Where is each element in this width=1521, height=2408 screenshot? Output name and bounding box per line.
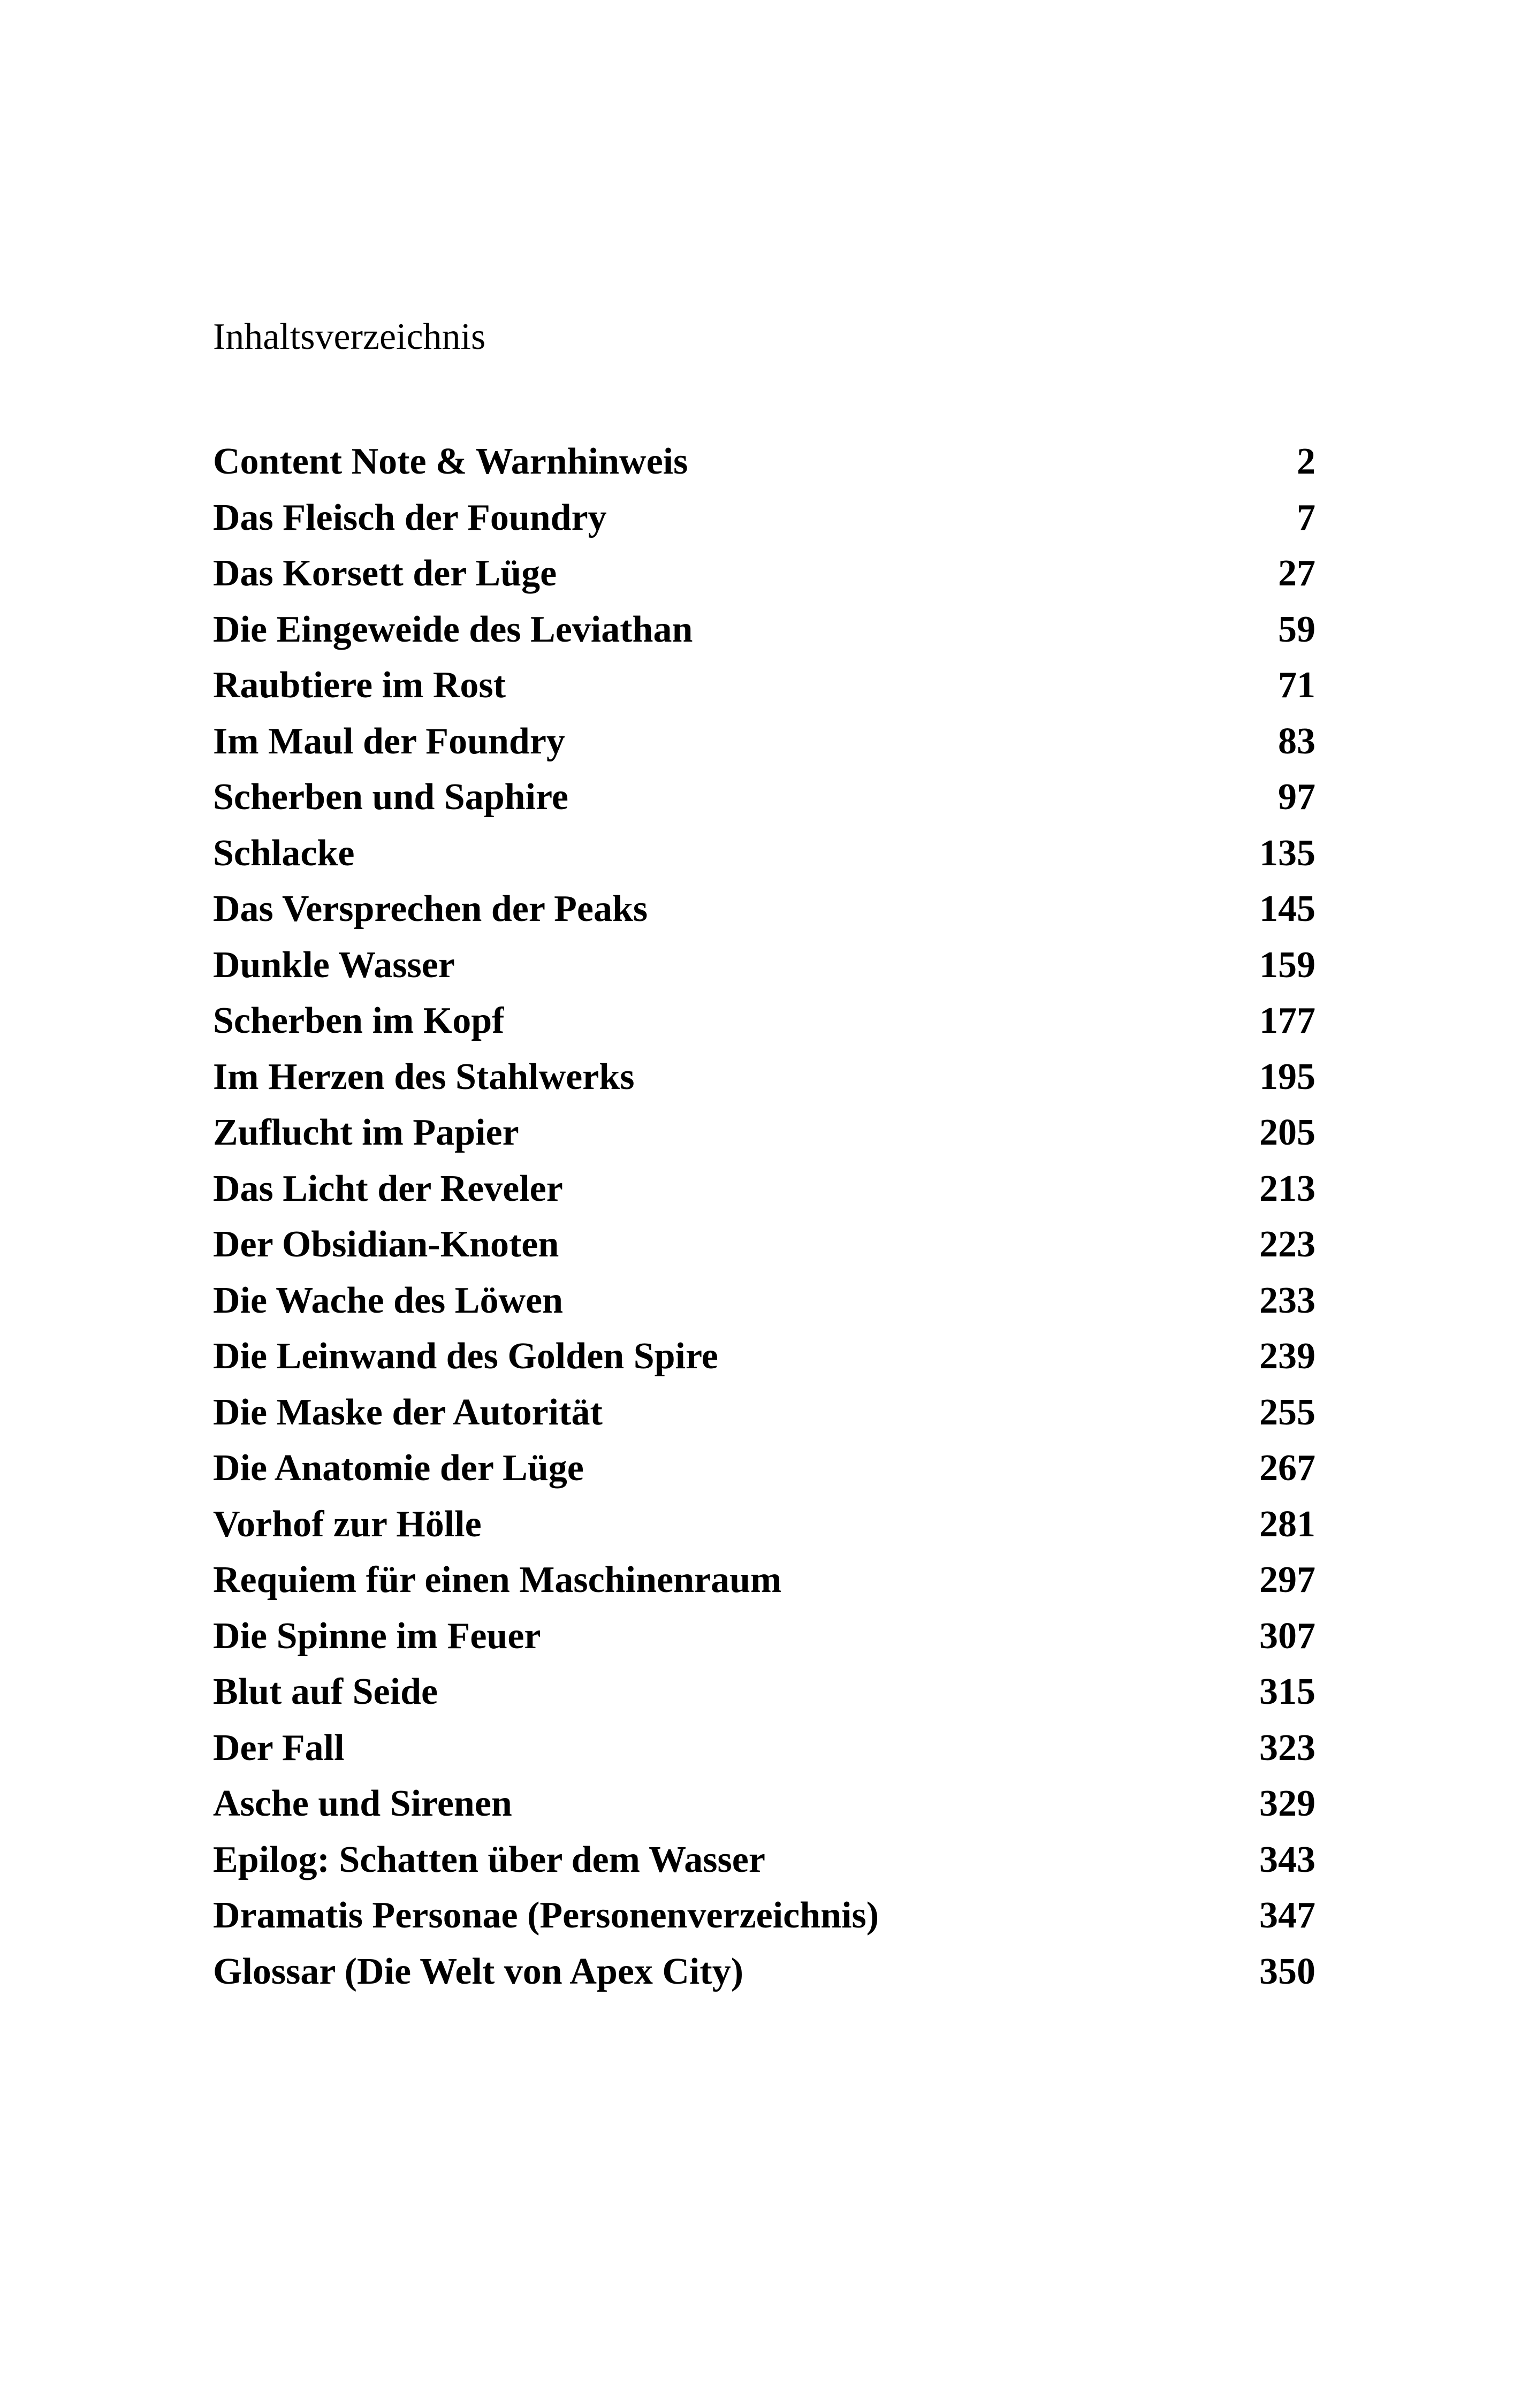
toc-entry-page-number: 297 bbox=[1259, 1559, 1315, 1601]
toc-entry-title: Requiem für einen Maschinenraum bbox=[213, 1559, 782, 1601]
toc-entry-page-number: 350 bbox=[1259, 1950, 1315, 1992]
toc-entry-page-number: 177 bbox=[1259, 1000, 1315, 1041]
toc-entry bbox=[213, 776, 1315, 832]
toc-entry-title: Schlacke bbox=[213, 832, 355, 874]
toc-entry-page-number: 97 bbox=[1278, 776, 1315, 818]
toc-entry bbox=[213, 1503, 1315, 1559]
toc-entry-title: Content Note & Warnhinweis bbox=[213, 441, 688, 482]
toc-entry-title: Die Wache des Löwen bbox=[213, 1279, 563, 1321]
toc-entry-page-number: 2 bbox=[1297, 441, 1315, 482]
toc-entry-page-number: 7 bbox=[1297, 497, 1315, 538]
toc-entry-title: Im Herzen des Stahlwerks bbox=[213, 1056, 635, 1098]
toc-entry-title: Vorhof zur Hölle bbox=[213, 1503, 482, 1545]
toc-entry bbox=[213, 1559, 1315, 1615]
toc-entry-title: Der Fall bbox=[213, 1727, 345, 1769]
toc-entry-page-number: 195 bbox=[1259, 1056, 1315, 1098]
toc-entry-title: Scherben und Saphire bbox=[213, 776, 568, 818]
toc-entry bbox=[213, 1615, 1315, 1671]
toc-entry-page-number: 233 bbox=[1259, 1279, 1315, 1321]
toc-entry bbox=[213, 1056, 1315, 1112]
toc-entry bbox=[213, 720, 1315, 776]
toc-entry-page-number: 71 bbox=[1278, 665, 1315, 706]
toc-entry-page-number: 223 bbox=[1259, 1224, 1315, 1265]
toc-entry-title: Die Leinwand des Golden Spire bbox=[213, 1336, 718, 1377]
toc-entry bbox=[213, 1223, 1315, 1279]
toc-entry-page-number: 315 bbox=[1259, 1671, 1315, 1712]
toc-entry bbox=[213, 1782, 1315, 1839]
toc-entry bbox=[213, 832, 1315, 888]
toc-entry-page-number: 329 bbox=[1259, 1783, 1315, 1824]
toc-entry-title: Asche und Sirenen bbox=[213, 1783, 512, 1824]
toc-entry-title: Epilog: Schatten über dem Wasser bbox=[213, 1839, 765, 1880]
toc-entry-page-number: 145 bbox=[1259, 888, 1315, 929]
toc-entry-page-number: 347 bbox=[1259, 1895, 1315, 1936]
toc-entry-page-number: 307 bbox=[1259, 1615, 1315, 1657]
toc-entry-title: Dramatis Personae (Personenverzeichnis) bbox=[213, 1895, 879, 1936]
toc-entry-page-number: 83 bbox=[1278, 720, 1315, 762]
toc-entry bbox=[213, 1839, 1315, 1895]
toc-entry-title: Die Eingeweide des Leviathan bbox=[213, 608, 693, 650]
toc-entry-title: Der Obsidian-Knoten bbox=[213, 1224, 559, 1265]
toc-entry bbox=[213, 944, 1315, 1000]
toc-entry bbox=[213, 1727, 1315, 1783]
toc-entry-title: Die Maske der Autorität bbox=[213, 1391, 603, 1433]
toc-entry-title: Die Anatomie der Lüge bbox=[213, 1447, 584, 1489]
toc-entry-page-number: 343 bbox=[1259, 1839, 1315, 1880]
toc-entry-page-number: 255 bbox=[1259, 1391, 1315, 1433]
toc-entry-page-number: 205 bbox=[1259, 1112, 1315, 1153]
toc-entry-page-number: 239 bbox=[1259, 1336, 1315, 1377]
toc-entry bbox=[213, 1894, 1315, 1950]
toc-entry bbox=[213, 1447, 1315, 1503]
toc-entry-page-number: 323 bbox=[1259, 1727, 1315, 1769]
toc-entry-page-number: 135 bbox=[1259, 832, 1315, 874]
toc-entry bbox=[213, 1950, 1315, 2007]
toc-entry bbox=[213, 1671, 1315, 1727]
toc-entry bbox=[213, 1000, 1315, 1056]
toc-heading: Inhaltsverzeichnis bbox=[213, 316, 486, 357]
toc-entry-page-number: 159 bbox=[1259, 944, 1315, 986]
toc-entry bbox=[213, 552, 1315, 608]
toc-entry-title: Das Licht der Reveler bbox=[213, 1168, 563, 1209]
toc-entry-page-number: 267 bbox=[1259, 1447, 1315, 1489]
toc-entry-title: Dunkle Wasser bbox=[213, 944, 455, 986]
toc-entry-title: Das Fleisch der Foundry bbox=[213, 497, 607, 538]
toc-entry bbox=[213, 440, 1315, 497]
toc-entry bbox=[213, 888, 1315, 944]
toc-entry bbox=[213, 608, 1315, 665]
toc-entry-page-number: 281 bbox=[1259, 1503, 1315, 1545]
toc-entry-title: Glossar (Die Welt von Apex City) bbox=[213, 1950, 744, 1992]
toc-entry-page-number: 27 bbox=[1278, 553, 1315, 594]
toc-entry-title: Das Versprechen der Peaks bbox=[213, 888, 648, 929]
toc-entry-title: Blut auf Seide bbox=[213, 1671, 438, 1712]
toc-entry-title: Die Spinne im Feuer bbox=[213, 1615, 541, 1657]
toc-entry-title: Scherben im Kopf bbox=[213, 1000, 505, 1041]
toc-entry-title: Im Maul der Foundry bbox=[213, 720, 565, 762]
toc-entry bbox=[213, 1168, 1315, 1224]
toc-entry bbox=[213, 1391, 1315, 1447]
toc-entry-page-number: 213 bbox=[1259, 1168, 1315, 1209]
toc-entry bbox=[213, 1279, 1315, 1336]
toc-entry bbox=[213, 497, 1315, 553]
toc-entry-page-number: 59 bbox=[1278, 608, 1315, 650]
toc-entry bbox=[213, 1335, 1315, 1391]
toc-list bbox=[213, 440, 1315, 2006]
toc-entry bbox=[213, 664, 1315, 720]
toc-entry bbox=[213, 1111, 1315, 1168]
toc-entry-title: Raubtiere im Rost bbox=[213, 665, 506, 706]
toc-entry-title: Das Korsett der Lüge bbox=[213, 553, 557, 594]
toc-entry-title: Zuflucht im Papier bbox=[213, 1112, 519, 1153]
